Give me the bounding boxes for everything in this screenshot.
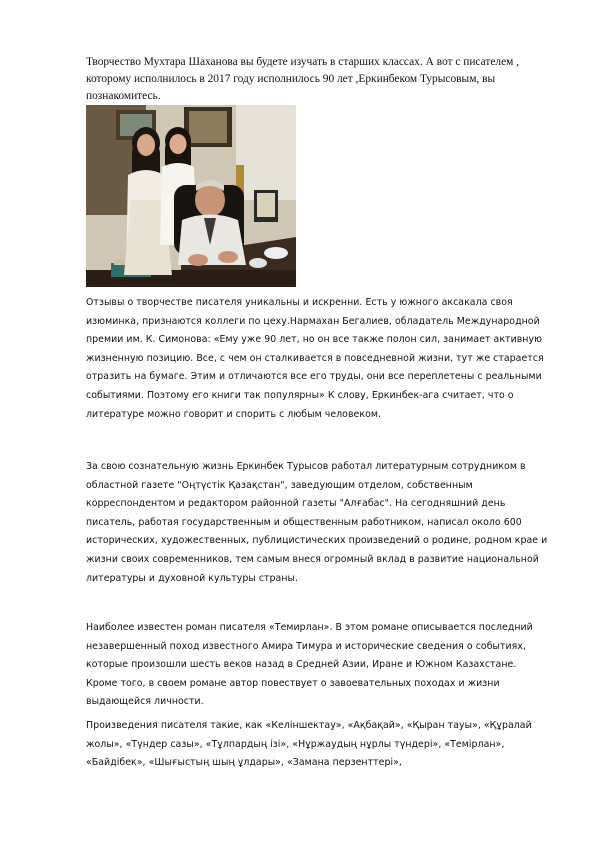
author-photo [86,105,296,287]
intro-paragraph: Творчество Мухтара Шаханова вы будете изучать в старших классах. А вот с писателем , которому исполнилось в 2017 году исполнилось 90 лет ,Еркинбеком Турысовым, вы познакомитесь. [86,56,520,102]
paragraph-career: За свою сознательную жизнь Еркинбек Турысов работал литературным сотрудником в областной газете "Оңтүстік Қазақстан", заведующим отделом, собственным корреспондентом и редактором районной газеты "Алғабас". На сегодняшний день писатель, работая государственным и общественным работником, написал около 600 исторических, художественных, публицистических произведений о родине, родном крае и жизни своих современников, тем самым внеся огромный вклад в развитие национальной литературы и духовной культуры страны. [86,461,548,584]
paragraph-novel: Наиболее известен роман писателя «Темирлан». В этом романе описывается последний незавершенный поход известного Амира Тимура и исторические сведения о событиях, которые произошли шесть веков назад в Средней Азии, Иране и Южном Казахстане. Кроме того, в своем романе автор повествует о завоевательных походах и жизни выдающейся личности. [86,622,533,708]
paragraph-works: Произведения писателя такие, как «Келіншектау», «Ақбақай», «Қыран тауы», «Құралай жолы», «Түндер сазы», «Тұлпардың ізі», «Нұржаудың нұрлы түндері», «Темірлан», «Байдібек», «Шығыстың шың ұлдары», «Замана перзенттері», [86,720,532,769]
paragraph-reviews: Отзывы о творчестве писателя уникальны и искренни. Есть у южного аксакала своя изюминка, признаются коллеги по цеху.Нармахан Бегалиев, обладатель Международной премии им. К. Симонова: «Ему уже 90 лет, но он все также полон сил, занимает активную жизненную позицию. Все, с чем он сталкивается в повседневной жизни, тут же старается отразить на бумаге. Этим и отличаются все его труды, они все переплетены с реальными событиями. Поэтому его книги так популярны» К слову, Еркинбек-ага считает, что о литературе можно говорит и спорить с любым человеком. [86,297,544,420]
